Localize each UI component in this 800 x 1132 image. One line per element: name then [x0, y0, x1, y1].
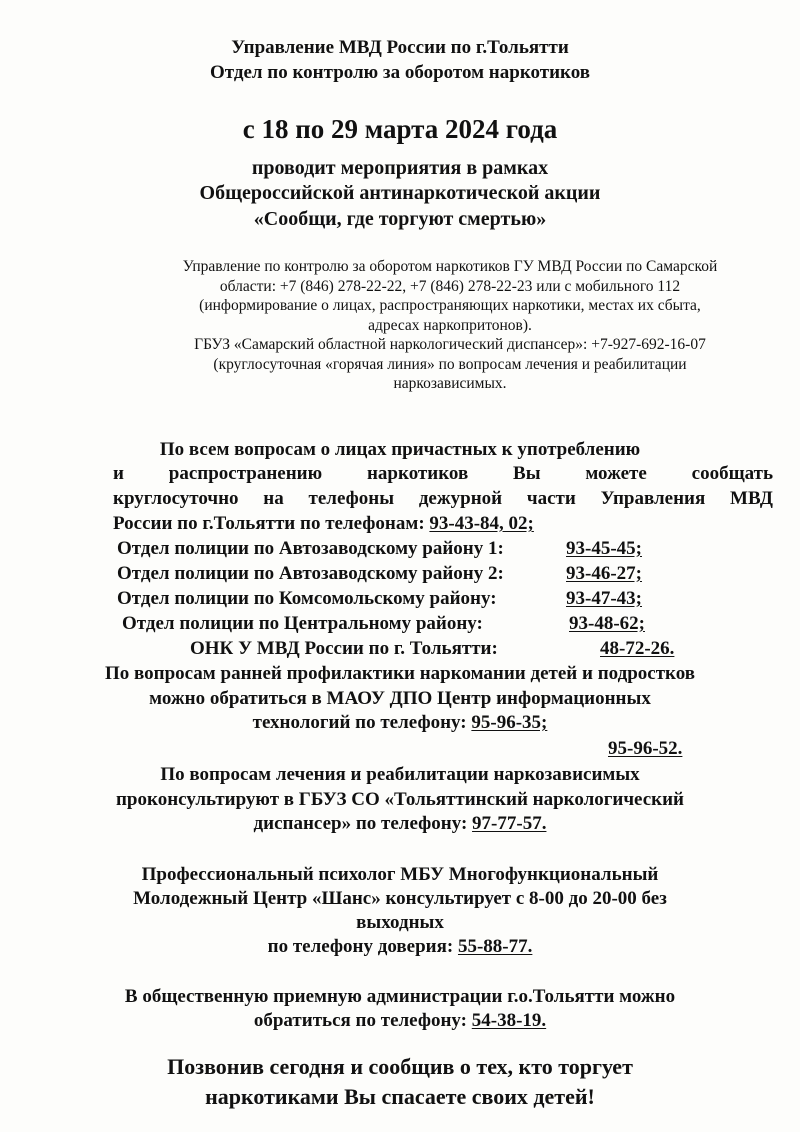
duty-phones: 93-43-84, 02; — [429, 513, 534, 534]
main-line-3: круглосуточно на телефоны дежурной части Управления МВД — [113, 488, 773, 509]
action-slogan: «Сообщи, где торгуют смертью» — [253, 208, 547, 230]
psychologist-line-2: Молодежный Центр «Шанс» консультирует с 8-00 до 20-00 без — [133, 888, 667, 909]
treatment-line-3 — [40, 812, 760, 836]
header-dept: Отдел по контролю за оборотом наркотиков — [209, 62, 591, 83]
treatment-line-3-text: диспансер» по телефону: — [253, 813, 473, 834]
reception-phone: 54-38-19. — [471, 1010, 547, 1031]
trust-phone: 55-88-77. — [457, 936, 533, 957]
main-line-2: и распространению наркотиков Вы можете сообщать — [113, 463, 773, 484]
department-label: ОНК У МВД России по г. Тольятти: — [190, 638, 498, 659]
department-label: Отдел полиции по Центральному району: — [122, 613, 483, 634]
treatment-phone: 97-77-57. — [472, 813, 547, 834]
main-line-4 — [113, 512, 773, 536]
treatment-line-1: По вопросам лечения и реабилитации наркозависимых — [160, 764, 640, 785]
info-line: (круглосуточная «горячая линия» по вопросам лечения и реабилитации — [213, 355, 687, 373]
main-line-1: По всем вопросам о лицах причастных к употреблению — [159, 439, 641, 460]
psychologist-line-4-text: по телефону доверия: — [267, 936, 458, 957]
department-label: Отдел полиции по Комсомольскому району: — [117, 588, 497, 609]
info-line: адресах наркопритонов). — [368, 316, 532, 334]
info-line: (информирование о лицах, распространяющих наркотики, местах их сбыта, — [199, 297, 701, 314]
reception-line-2 — [40, 1009, 760, 1033]
prevention-line-1: По вопросам ранней профилактики наркомании детей и подростков — [104, 663, 696, 684]
info-line: наркозависимых. — [393, 375, 507, 392]
prevention-line-2: можно обратиться в МАОУ ДПО Центр информационных — [149, 688, 651, 709]
psychologist-line-1: Профессиональный психолог МБУ Многофункциональный — [141, 864, 659, 885]
action-line-1: проводит мероприятия в рамках — [251, 157, 549, 179]
closing-appeal-line-1: Позвонив сегодня и сообщив о тех, кто торгует — [167, 1054, 633, 1079]
psychologist-line-4 — [40, 935, 760, 959]
reception-line-1: В общественную приемную администрации г.о.Тольятти можно — [124, 986, 676, 1007]
department-phone: 93-45-45; — [566, 538, 642, 559]
department-phone: 93-47-43; — [566, 588, 642, 609]
reception-line-2-text: обратиться по телефону: — [253, 1010, 472, 1031]
info-line: области: +7 (846) 278-22-22, +7 (846) 278-22-23 или с мобильного 112 — [219, 277, 681, 295]
info-block — [110, 257, 790, 394]
psychologist-line-3: выходных — [356, 912, 444, 933]
prevention-phone-2: 95-96-52. — [608, 738, 683, 759]
prevention-phone-1: 95-96-35; — [471, 712, 548, 733]
department-label: Отдел полиции по Автозаводскому району 1: — [117, 538, 504, 559]
prevention-line-3 — [40, 711, 760, 735]
department-phone: 93-48-62; — [569, 613, 645, 634]
campaign-dates: с 18 по 29 марта 2024 года — [242, 114, 558, 144]
info-line: Управление по контролю за оборотом наркотиков ГУ МВД России по Самарской — [182, 258, 718, 275]
prevention-line-3-text: технологий по телефону: — [252, 712, 472, 733]
treatment-line-2: проконсультируют в ГБУЗ СО «Тольяттинский наркологический — [115, 789, 684, 810]
info-line: ГБУЗ «Самарский областной наркологический диспансер»: +7-927-692-16-07 — [194, 336, 706, 353]
closing-appeal-line-2: наркотиками Вы спасаете своих детей! — [205, 1084, 595, 1109]
department-phone: 48-72-26. — [600, 638, 675, 659]
main-line-4-text: России по г.Тольятти по телефонам: — [113, 513, 430, 534]
department-phone: 93-46-27; — [566, 563, 642, 584]
header-org: Управление МВД России по г.Тольятти — [231, 37, 569, 58]
department-label: Отдел полиции по Автозаводскому району 2: — [117, 563, 504, 584]
action-line-2: Общероссийской антинаркотической акции — [199, 182, 601, 204]
